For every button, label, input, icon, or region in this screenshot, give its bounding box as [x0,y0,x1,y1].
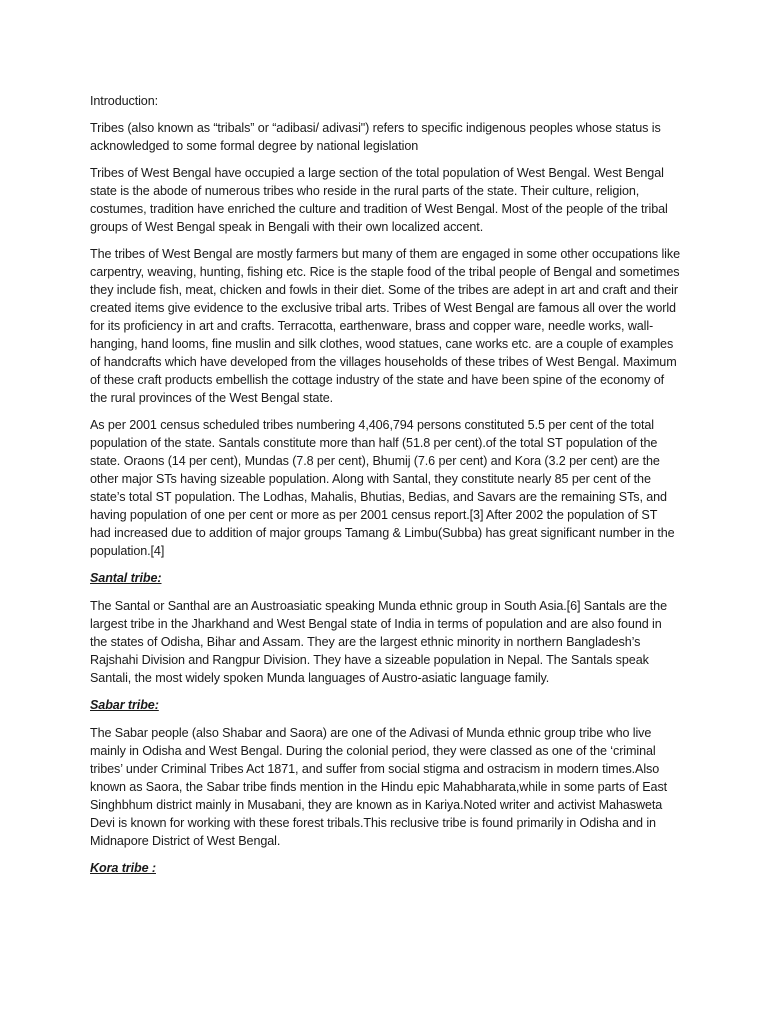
paragraph-tribes-of-west-bengal: Tribes of West Bengal have occupied a large section of the total population of West Bengal. West Bengal state is the abode of numerous tribes who reside in the rural parts of the state. Their culture, religion, costumes, tradition have enriched the culture and tradition of West Bengal. Most of the people of the tribal groups of West Bengal speak in Bengali with their own localized accent. [90,166,668,234]
santal-tribe-heading: Santal tribe: [90,571,162,585]
paragraph-occupations-and-crafts: The tribes of West Bengal are mostly farmers but many of them are engaged in some other occupations like carpentry, weaving, hunting, fishing etc. Rice is the staple food of the tribal people of Bengal and sometimes they include fish, meat, chicken and fowls in their diet. Some of the tribes are adept in art and craft and their created items give evidence to the exclusive tribal arts. Tribes of West Bengal are famous all over the world for its proficiency in art and crafts. Terracotta, earthenware, brass and copper ware, needle works, wall-hanging, hand looms, fine muslin and silk clothes, wood statues, cane works etc. are a couple of examples of handcrafts which have developed from the villages households of these tribes of West Bengal. Maximum of these craft products embellish the cottage industry of the state and have been spine of the economy of the rural provinces of the West Bengal state. [90,247,680,405]
paragraph-census: As per 2001 census scheduled tribes numbering 4,406,794 persons constituted 5.5 per cent of the total population of the state. Santals constitute more than half (51.8 per cent).of the total ST population of the state. Oraons (14 per cent), Mundas (7.8 per cent), Bhumij (7.6 per cent) and Kora (3.2 per cent) are the other major STs having sizeable population. Along with Santal, they constitute nearly 85 per cent of the state’s total ST population. The Lodhas, Mahalis, Bhutias, Bedias, and Savars are the remaining STs, and having population of one per cent or more as per 2001 census report.[3] After 2002 the population of ST had increased due to addition of major groups Tamang & Limbu(Subba) has great significant number in the population.[4] [90,418,675,558]
document-body [90,92,680,887]
sabar-tribe-text: The Sabar people (also Shabar and Saora) are one of the Adivasi of Munda ethnic group tribe who live mainly in Odisha and West Bengal. During the colonial period, they were classed as one of the ‘criminal tribes’ under Criminal Tribes Act 1871, and suffer from social stigma and ostracism in modern times.Also known as Saora, the Sabar tribe finds mention in the Hindu epic Mahabharata,while in some parts of East Singhbhum district mainly in Musabani, they are known as in Kariya.Noted writer and activist Mahasweta Devi is known for working with these forest tribals.This reclusive tribe is found primarily in Odisha and in Midnapore District of West Bengal. [90,726,668,848]
introduction-heading: Introduction: [90,94,159,108]
paragraph-tribes-definition: Tribes (also known as “tribals” or “adibasi/ adivasi") refers to specific indigenous peoples whose status is acknowledged to some formal degree by national legislation [90,121,661,153]
sabar-tribe-heading: Sabar tribe: [90,698,159,712]
santal-tribe-text: The Santal or Santhal are an Austroasiatic speaking Munda ethnic group in South Asia.[6] Santals are the largest tribe in the Jharkhand and West Bengal state of India in terms of population and are also found in the states of Odisha, Bihar and Assam. They are the largest ethnic minority in northern Bangladesh’s Rajshahi Division and Rangpur Division. They have a sizeable population in Nepal. The Santals speak Santali, the most widely spoken Munda languages of Austro-asiatic language family. [90,599,667,685]
kora-tribe-heading: Kora tribe : [90,861,156,875]
